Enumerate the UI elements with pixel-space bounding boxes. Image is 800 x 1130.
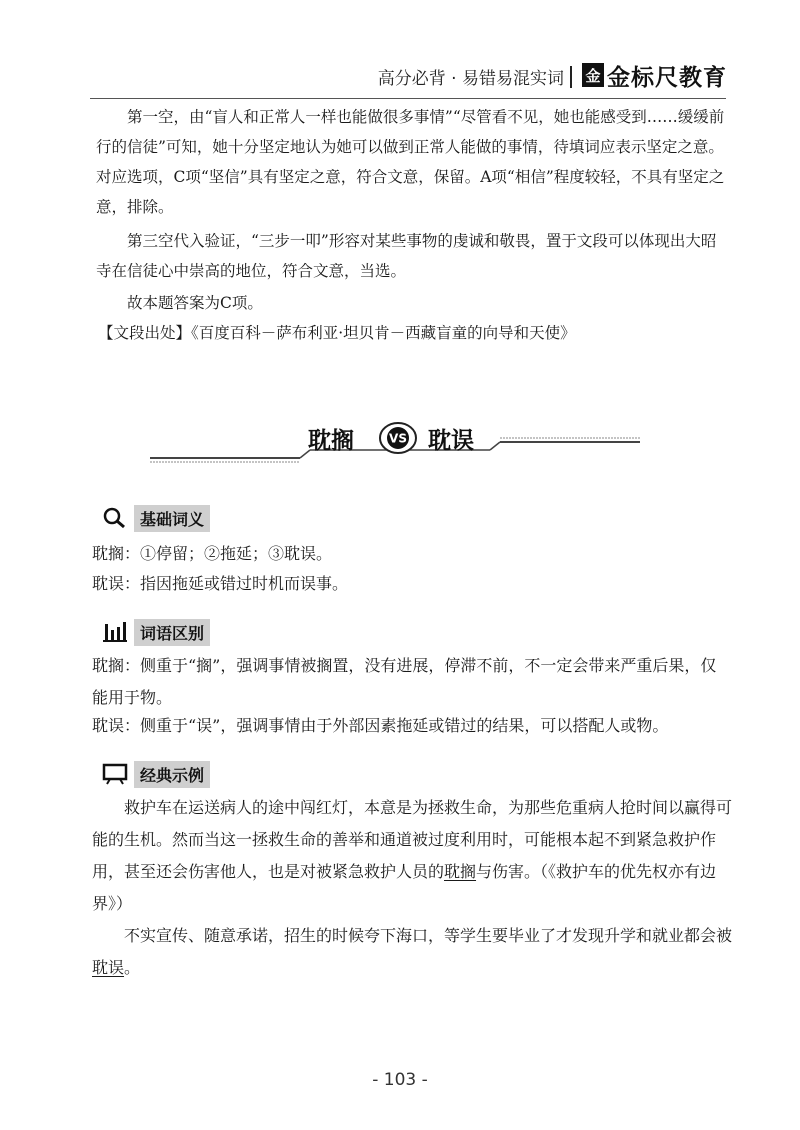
header-divider [570,66,572,88]
board-icon [102,762,128,786]
section-label: 基础词义 [134,505,210,532]
header-title: 高分必背 · 易错易混实词 [377,69,564,89]
meaning-line-2: 耽误：指因拖延或错过时机而误事。 [92,574,349,593]
analysis-paragraph-1: 第一空，由“盲人和正常人一样也能做很多事情”“尽管看不见，她也能感受到……缓缓前行的信徒”可知，她十分坚定地认为她可以做到正常人能做的事情，待填词应表示坚定之意。对应选项，C项“坚信”具有坚定之意，符合文意，保留。A项“相信”程度较轻，不具有坚定之意，排除。 [96,108,725,216]
brand-logo [582,60,727,90]
answer-line: 故本题答案为C项。 [127,294,263,312]
meaning-line-1: 耽搁：①停留；②拖延；③耽误。 [92,544,333,563]
header-rule [90,98,726,99]
difference-line-1: 耽搁：侧重于“搁”，强调事情被搁置，没有进展，停滞不前，不一定会带来严重后果，仅能用于物。 [92,656,717,707]
section-label: 经典示例 [134,761,210,788]
magnifier-icon [102,506,128,530]
example-paragraph-2 [92,920,732,984]
highlighted-word: 耽误 [92,958,125,977]
example-text: 救护车在运送病人的途中闯红灯，本意是为拯救生命，为那些危重病人抢时间以赢得可能的生机。然而当这一拯救生命的善举和通道被过度利用时，可能根本起不到紧急救护作用，甚至还会伤害他人，也是对被紧急救护人员的 [92,798,733,881]
example-text: 。 [124,958,141,977]
section-word-difference [102,618,210,646]
section-classic-examples [102,760,210,788]
comparison-title [150,410,650,470]
difference-line-2: 耽误：侧重于“误”，强调事情由于外部因素拖延或错过的结果，可以搭配人或物。 [92,716,669,735]
page-number: - 103 - [372,1070,428,1090]
brand-name: 金标尺教育 [607,64,727,91]
example-paragraph-1 [92,792,732,920]
vs-badge-icon [378,421,418,455]
title-word-left: 耽搁 [308,427,354,454]
page-header [0,58,800,98]
example-text: 与伤害。（《救护车的优先权亦有边界》） [92,862,717,913]
brand-mark-icon: 金 [582,63,604,87]
highlighted-word: 耽搁 [444,862,477,881]
bar-chart-icon [102,620,128,644]
analysis-paragraph-2: 第三空代入验证，“三步一叩”形容对某些事物的虔诚和敬畏，置于文段可以体现出大昭寺在信徒心中崇高的地位，符合文意，当选。 [96,232,717,280]
example-text: 不实宣传、随意承诺，招生的时候夸下海口，等学生要毕业了才发现升学和就业都会被 [124,926,733,945]
vs-text: VS [389,431,407,446]
section-label: 词语区别 [134,619,210,646]
title-word-right: 耽误 [428,427,474,454]
source-line: 【文段出处】《百度百科－萨布利亚·坦贝肯－西藏盲童的向导和天使》 [98,324,576,342]
section-basic-meaning [102,504,210,532]
